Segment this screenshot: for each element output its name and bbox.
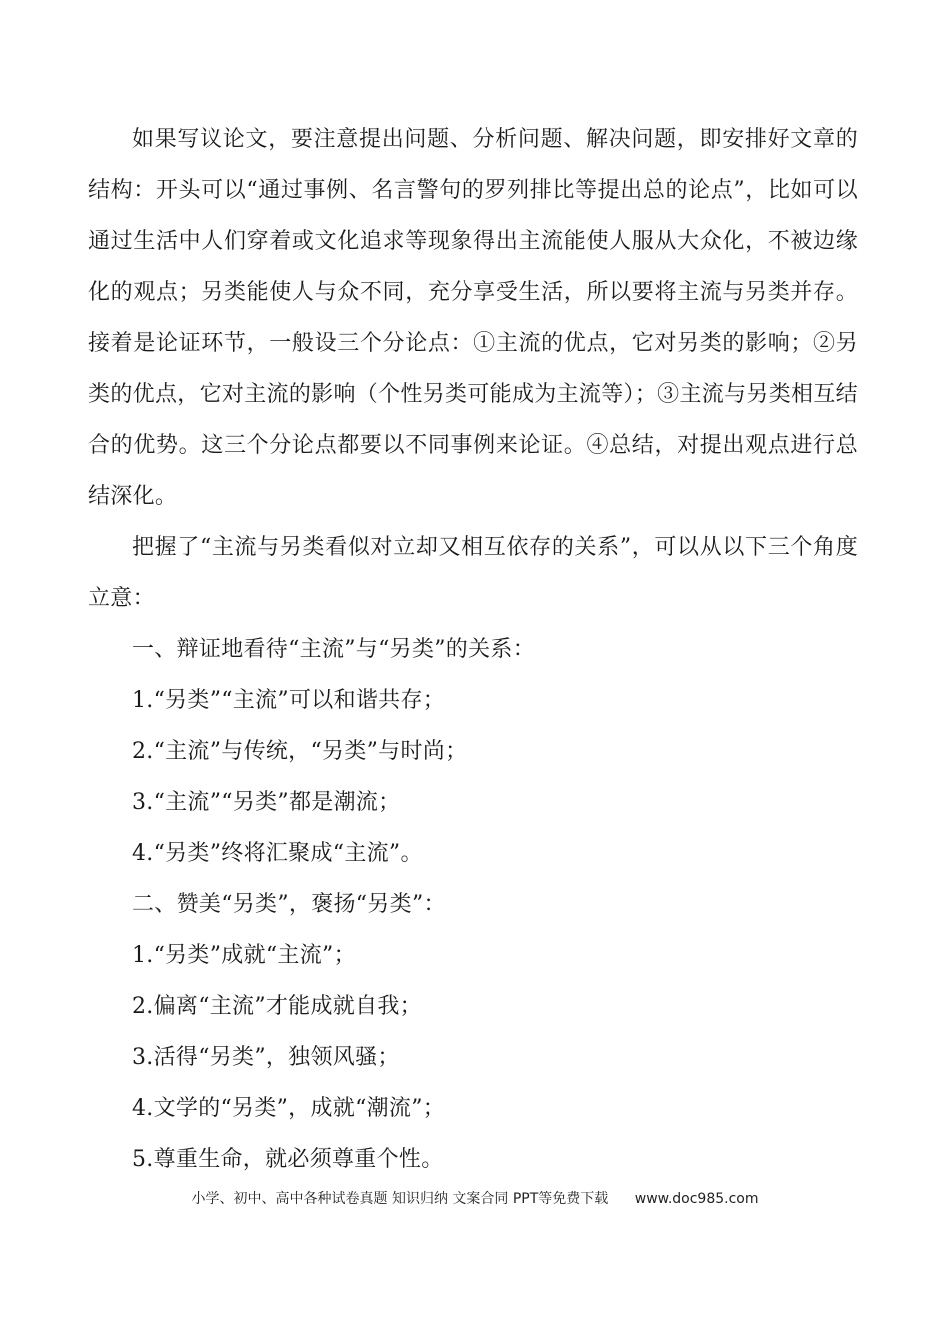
list-item: 2.“主流”与传统，“另类”与时尚； <box>132 739 468 764</box>
list-item: 1.“另类”成就“主流”； <box>132 943 356 968</box>
page-footer <box>0 1188 950 1208</box>
paragraph: 把握了“主流与另类看似对立却又相互依存的关系”，可以从以下三个角度立意： <box>88 535 858 611</box>
list-item: 3.活得“另类”，独领风骚； <box>132 1045 400 1070</box>
document-body <box>88 114 858 1185</box>
section-heading: 二、赞美“另类”，褒扬“另类”： <box>132 892 446 917</box>
paragraph: 如果写议论文，要注意提出问题、分析问题、解决问题，即安排好文章的结构：开头可以“通过事例、名言警句的罗列排比等提出总的论点”，比如可以通过生活中人们穿着或文化追求等现象得出主流能使人服从大众化，不被边缘化的观点；另类能使人与众不同，充分享受生活，所以要将主流与另类并存。接着是论证环节，一般设三个分论点：①主流的优点，它对另类的影响；②另类的优点，它对主流的影响（个性另类可能成为主流等）；③主流与另类相互结合的优势。这三个分论点都要以不同事例来论证。④总结，对提出观点进行总结深化。 <box>88 127 858 509</box>
list-item: 3.“主流”“另类”都是潮流； <box>132 790 401 815</box>
footer-text: 小学、初中、高中各种试卷真题 知识归纳 文案合同 PPT等免费下载 <box>191 1191 609 1207</box>
list-item: 4.“另类”终将汇聚成“主流”。 <box>132 841 423 866</box>
list-item: 1.“另类”“主流”可以和谐共存； <box>132 688 446 713</box>
footer-link[interactable]: www.doc985.com <box>634 1191 759 1207</box>
list-item: 4.文学的“另类”，成就“潮流”； <box>132 1096 446 1121</box>
list-item: 5.尊重生命，就必须尊重个性。 <box>132 1147 444 1172</box>
list-item: 2.偏离“主流”才能成就自我； <box>132 994 422 1019</box>
section-heading: 一、辩证地看待“主流”与“另类”的关系： <box>132 637 535 662</box>
